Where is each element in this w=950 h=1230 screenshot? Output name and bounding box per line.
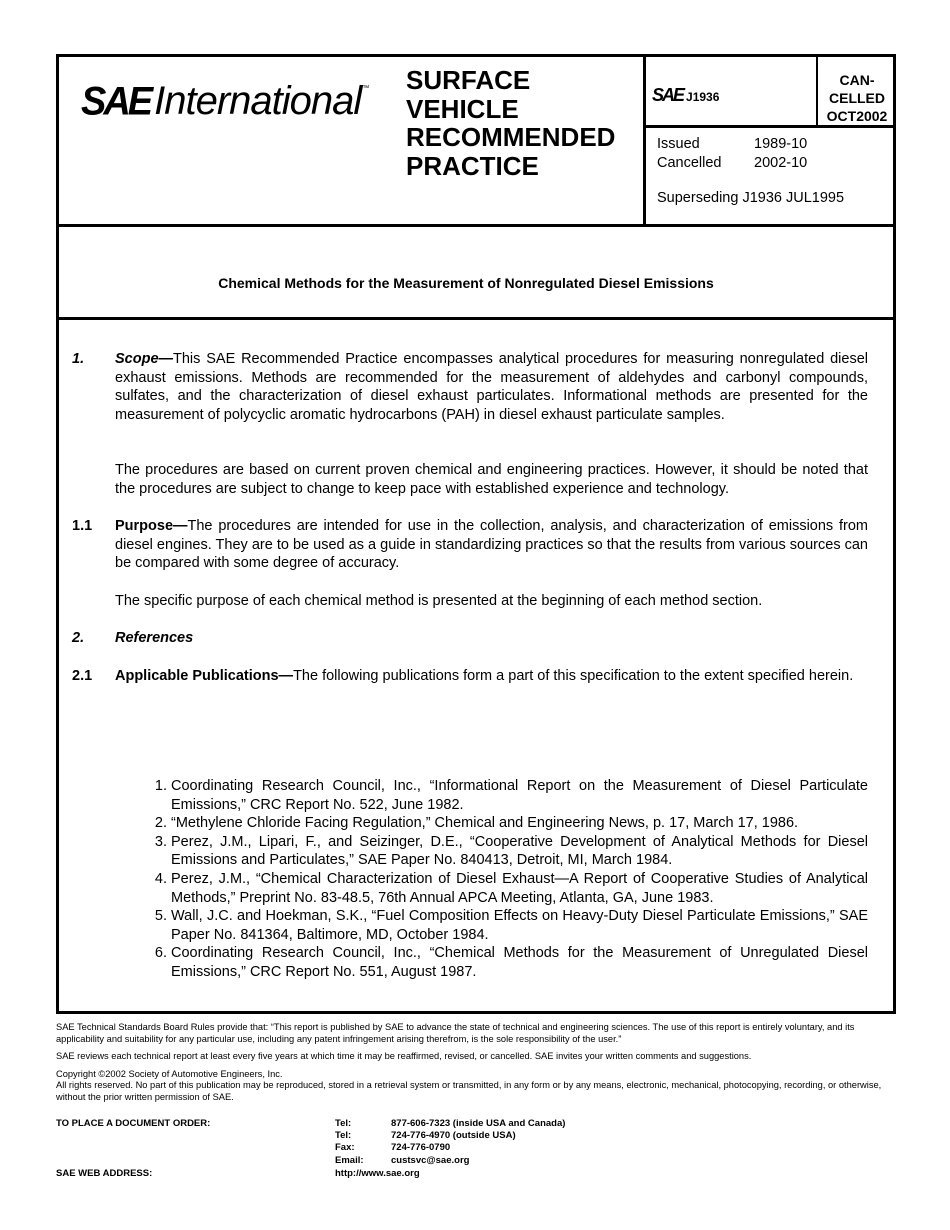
contact-values [391,1118,651,1167]
cancelled-label: Cancelled [657,155,722,171]
paragraph: The procedures are based on current proven chemical and engineering practices. However, it should be noted that the procedures are subject to change to keep pace with established experience and technology. [115,462,868,497]
document-dates [657,135,807,173]
superseding-note: Superseding J1936 JUL1995 [657,190,845,206]
reference-number: 4. [154,870,167,887]
reference-number: 2. [154,815,167,832]
trademark-symbol: ™ [362,85,370,92]
document-type-line: PRACTICE [406,150,539,181]
title-block [59,227,893,320]
section-body: The procedures are intended for use in the collection, analysis, and characterization of emissions from diesel engines. They are to be used as a guide in standardizing practices so that the results from various sources can be compared with some degree of accuracy. [115,518,868,572]
sae-international-logo [81,79,369,129]
document-type-line: SURFACE [406,65,531,95]
reference-text: Coordinating Research Council, Inc., “Informational Report on the Measurement of Diesel Particulate Emissions,” CRC Report No. 522, June 1982. [171,778,868,813]
cancelled-row [657,154,807,173]
review-notice: SAE reviews each technical report at least every five years at which time it may be reaffirmed, revised, or cancelled. SAE invites your written comments and suggestions. [56,1051,752,1061]
contact-value: 724-776-0790 [391,1142,451,1154]
document-id-box [643,57,896,224]
reference-list [143,777,868,982]
section-number: 1.1 [72,518,93,534]
web-address-link[interactable]: http://www.sae.org [335,1168,420,1179]
email-link[interactable]: custsvc@sae.org [391,1154,470,1166]
section-heading: References [115,630,194,646]
paragraph: The specific purpose of each chemical method is presented at the beginning of each method section. [115,593,763,609]
footer-notices [56,1022,896,1103]
reference-text: Perez, J.M., Lipari, F., and Seizinger, D.E., “Cooperative Development of Analytical Methods for Diesel Emissions and Particulates,” SAE Paper No. 840413, Detroit, MI, March 1984. [171,833,868,869]
contact-label: Tel: [335,1118,352,1129]
document-frame [56,54,896,1014]
section-body: The following publications form a part of this specification to the extent specified herein. [293,668,854,684]
logo-wordmark: International [154,79,362,123]
logo-sae-mark: SAE [81,79,151,125]
document-type [406,66,615,180]
reference-item [143,870,868,907]
contact-labels [335,1118,395,1167]
reference-item [143,944,868,981]
reference-text: Perez, J.M., “Chemical Characterization of Diesel Exhaust—A Report of Cooperative Studies of Analytical Methods,” Preprint No. 83-48.5, 76th Annual APCA Meeting, Atlanta, GA, June 1983. [171,870,868,906]
document-header [59,57,893,227]
section-heading: Applicable Publications— [115,668,294,684]
board-rules-notice: SAE Technical Standards Board Rules provide that: “This report is published by SAE to advance the state of technical and engineering sciences. The use of this report is entirely voluntary, and its applicability and suitability for any particular use, including any patent infringement arising therefrom, is the sole responsibility of the user.” [56,1022,855,1044]
reference-item [143,907,868,944]
section-number: 1. [72,351,85,367]
reference-text: Wall, J.C. and Hoekman, S.K., “Fuel Composition Effects on Heavy-Duty Diesel Particulate Emissions,” SAE Paper No. 841364, Baltimore, MD, October 1984. [171,908,868,943]
status-line: CELLED [829,90,885,106]
section-heading: Scope— [115,351,174,367]
reference-text: Coordinating Research Council, Inc., “Chemical Methods for the Measurement of Unregulated Diesel Emissions,” CRC Report No. 551, August 1987. [171,945,868,980]
order-label: TO PLACE A DOCUMENT ORDER: [56,1118,211,1129]
section-body: This SAE Recommended Practice encompasses analytical procedures for measuring nonregulated diesel exhaust emissions. Methods are recommended for the measurement of aldehydes and carbonyl compounds, sulfates, and the characterization of diesel exhaust particulates. Informational methods are presented for the measurement of polycyclic aromatic hydrocarbons (PAH) in diesel exhaust particulate samples. [115,351,868,423]
contact-label: Email: [335,1154,364,1166]
status-line: OCT2002 [826,108,888,124]
section-number: 2. [72,630,85,646]
status-line: CAN- [839,72,875,88]
document-id-top [646,57,896,128]
sae-small-logo: SAE [652,85,684,105]
document-type-line: VEHICLE [406,93,519,124]
contact-value: 877-606-7323 (inside USA and Canada) [391,1118,566,1129]
reference-item [143,777,868,814]
contact-label: Tel: [335,1130,352,1142]
issued-label: Issued [657,136,700,152]
issued-row [657,135,807,154]
issued-value: 1989-10 [754,136,808,152]
reference-number: 5. [154,908,167,925]
document-title: Chemical Methods for the Measurement of Nonregulated Diesel Emissions [218,275,714,291]
copyright-line: Copyright ©2002 Society of Automotive Engineers, Inc. [56,1068,283,1079]
reference-number: 3. [154,833,167,850]
document-type-line: RECOMMENDED [406,122,616,152]
reference-number: 6. [154,945,167,962]
web-address-label: SAE WEB ADDRESS: [56,1168,153,1179]
section-number: 2.1 [72,668,93,684]
rights-notice: All rights reserved. No part of this publication may be reproduced, stored in a retrieval system or transmitted, in any form or by any means, electronic, mechanical, photocopying, recording, or otherwise, without the prior written permission of SAE. [56,1080,882,1102]
section-text [115,667,868,686]
status-badge [816,57,896,125]
contact-label: Fax: [335,1142,355,1154]
section-heading: Purpose— [115,518,188,534]
reference-text: “Methylene Chloride Facing Regulation,” Chemical and Engineering News, p. 17, March 17, 1986. [171,815,799,832]
document-number: J1936 [686,90,720,104]
reference-item [143,833,868,870]
reference-item [143,814,868,833]
reference-number: 1. [154,778,167,794]
contact-value: 724-776-4970 (outside USA) [391,1130,516,1142]
section-text [115,350,868,424]
section-text [115,517,868,573]
document-number-cell [652,85,719,106]
cancelled-value: 2002-10 [754,155,808,171]
